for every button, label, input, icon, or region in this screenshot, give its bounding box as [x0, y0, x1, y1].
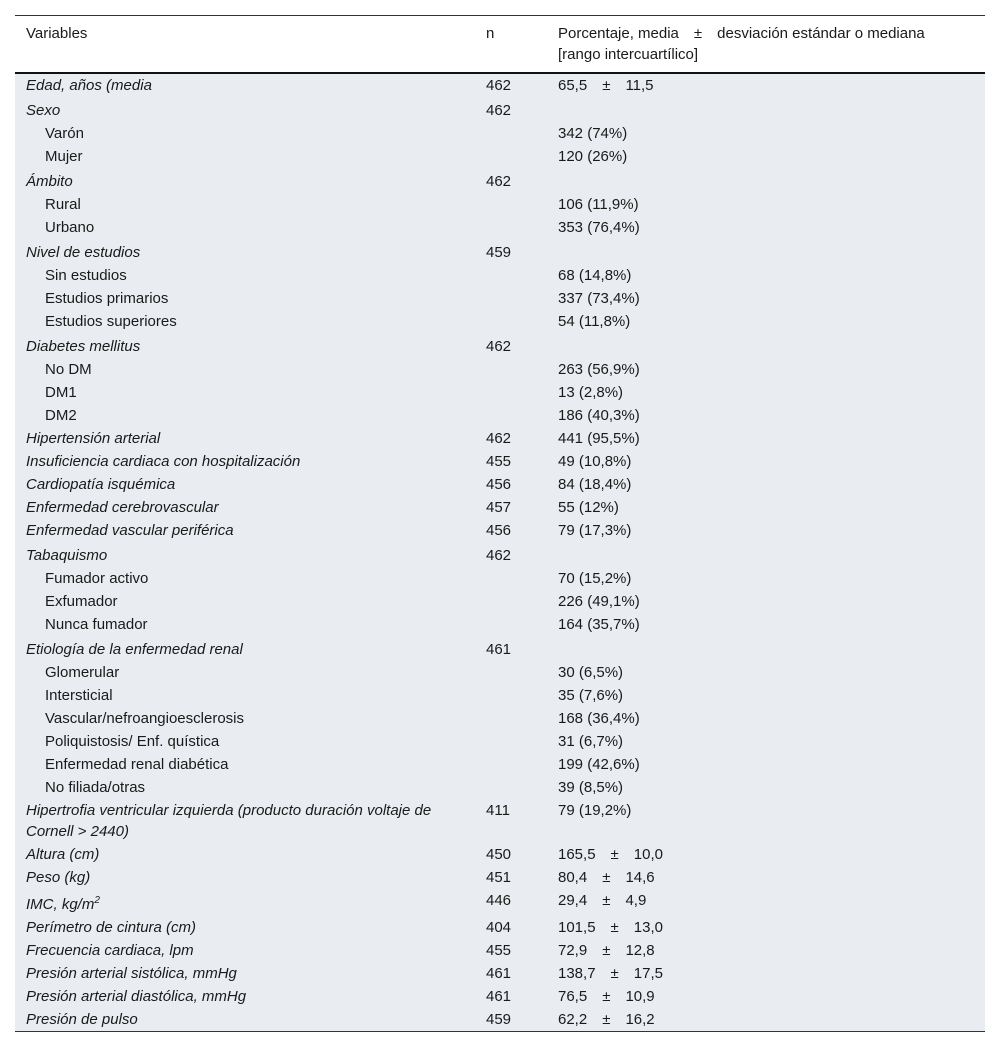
row-variable-label: Estudios primarios: [45, 290, 169, 307]
row-value-mean: 76,5: [558, 988, 588, 1005]
row-value: 353 (76,4%): [558, 219, 640, 236]
row-value: [547, 1008, 985, 1032]
table-row: [15, 473, 985, 496]
row-variable-label: Altura (cm): [26, 846, 100, 863]
row-variable-label: Fumador activo: [45, 570, 149, 587]
row-variable-label: Nivel de estudios: [26, 244, 141, 261]
row-n: 461: [486, 965, 512, 982]
row-variable-label: Presión de pulso: [26, 1011, 138, 1028]
row-variable: [15, 473, 475, 496]
row-variable-label: Sexo: [26, 102, 61, 119]
row-variable: [15, 287, 475, 310]
row-n: [475, 613, 547, 636]
row-n: [475, 145, 547, 168]
row-n: 455: [486, 453, 512, 470]
row-n: 455: [486, 942, 512, 959]
row-value-mean: 65,5: [558, 77, 588, 94]
row-value: 68 (14,8%): [558, 267, 632, 284]
row-variable: [15, 866, 475, 889]
table-row: [15, 168, 985, 193]
table-row: [15, 962, 985, 985]
row-value-sd: 12,8: [625, 942, 655, 959]
row-variable: [15, 358, 475, 381]
row-variable: [15, 542, 475, 567]
row-value: 30 (6,5%): [558, 664, 624, 681]
row-variable-label: Mujer: [45, 148, 83, 165]
row-variable: [15, 145, 475, 168]
row-variable-label: Frecuencia cardiaca, lpm: [26, 942, 194, 959]
table-row: [15, 427, 985, 450]
row-value: [547, 843, 985, 866]
table-row: [15, 707, 985, 730]
row-variable-label: Peso (kg): [26, 869, 91, 886]
row-variable: [15, 916, 475, 939]
row-variable-superscript: 2: [94, 895, 100, 906]
row-variable: [15, 889, 475, 916]
row-variable-label: Estudios superiores: [45, 313, 177, 330]
row-n: [475, 310, 547, 333]
table-row: [15, 193, 985, 216]
table-row: [15, 97, 985, 122]
row-variable: [15, 73, 475, 97]
row-value: 84 (18,4%): [558, 476, 632, 493]
table-row: [15, 753, 985, 776]
row-value-mean: 62,2: [558, 1011, 588, 1028]
row-variable: [15, 496, 475, 519]
row-value: 70 (15,2%): [558, 570, 632, 587]
row-variable: [15, 97, 475, 122]
row-variable-label: Diabetes mellitus: [26, 338, 141, 355]
row-value-sd: 14,6: [625, 869, 655, 886]
table-row: [15, 496, 985, 519]
row-n: 446: [486, 892, 512, 909]
row-value: 49 (10,8%): [558, 453, 632, 470]
row-value-sd: 16,2: [625, 1011, 655, 1028]
table-row: [15, 519, 985, 542]
row-variable: [15, 684, 475, 707]
row-value-mean: 72,9: [558, 942, 588, 959]
row-value: [547, 73, 985, 97]
row-n: [475, 264, 547, 287]
table-row: [15, 567, 985, 590]
row-variable: [15, 519, 475, 542]
row-value-mean: 80,4: [558, 869, 588, 886]
table-row: [15, 636, 985, 661]
table-row: [15, 450, 985, 473]
row-variable: [15, 661, 475, 684]
row-value-sd: 10,0: [633, 846, 663, 863]
row-value: 79 (19,2%): [558, 802, 632, 819]
row-variable: [15, 613, 475, 636]
row-value: [547, 962, 985, 985]
row-n: [475, 684, 547, 707]
header-value-part1: Porcentaje, media: [558, 25, 679, 42]
row-value-pm: ±: [602, 942, 611, 959]
row-variable-label: Tabaquismo: [26, 547, 108, 564]
table-row: [15, 684, 985, 707]
row-value: 342 (74%): [558, 125, 628, 142]
row-variable-label: Enfermedad renal diabética: [45, 756, 229, 773]
table-row: [15, 866, 985, 889]
row-value-pm: ±: [610, 846, 619, 863]
row-value: 106 (11,9%): [558, 196, 639, 213]
row-value-pm: ±: [602, 77, 611, 94]
row-variable-label: Insuficiencia cardiaca con hospitalización: [26, 453, 301, 470]
row-value: [547, 333, 985, 358]
row-value: [547, 168, 985, 193]
row-value-pm: ±: [602, 1011, 611, 1028]
row-n: [475, 661, 547, 684]
row-variable: [15, 381, 475, 404]
row-value: [547, 636, 985, 661]
row-variable: [15, 753, 475, 776]
row-n: [475, 381, 547, 404]
row-variable-label: Hipertensión arterial: [26, 430, 161, 447]
header-variables: Variables: [15, 16, 475, 74]
row-n: [475, 776, 547, 799]
table-row: [15, 613, 985, 636]
row-n: [475, 753, 547, 776]
row-value-pm: ±: [602, 892, 611, 909]
characteristics-table-container: [15, 15, 985, 1032]
row-variable: [15, 404, 475, 427]
row-value: [547, 239, 985, 264]
table-row: [15, 145, 985, 168]
header-value: [547, 16, 985, 74]
row-variable-label: IMC, kg/m: [26, 896, 95, 913]
row-n: [475, 730, 547, 753]
row-n: 450: [486, 846, 512, 863]
row-variable: [15, 168, 475, 193]
row-n: 462: [486, 430, 512, 447]
row-variable-label: Rural: [45, 196, 81, 213]
row-variable: [15, 310, 475, 333]
table-row: [15, 661, 985, 684]
row-variable: [15, 216, 475, 239]
header-value-part3: [rango intercuartílico]: [558, 46, 699, 63]
row-value: [547, 97, 985, 122]
row-variable: [15, 1008, 475, 1032]
row-variable: [15, 427, 475, 450]
table-row: [15, 799, 985, 843]
row-variable: [15, 985, 475, 1008]
row-value: [547, 866, 985, 889]
row-n: [475, 287, 547, 310]
row-value-sd: 4,9: [625, 892, 647, 909]
table-row: [15, 216, 985, 239]
row-value: 337 (73,4%): [558, 290, 640, 307]
table-row: [15, 843, 985, 866]
row-value-mean: 138,7: [558, 965, 596, 982]
row-n: 457: [486, 499, 512, 516]
row-n: [475, 567, 547, 590]
table-row: [15, 542, 985, 567]
row-n: 459: [475, 1008, 547, 1032]
row-variable-label: Perímetro de cintura (cm): [26, 919, 197, 936]
row-variable: [15, 193, 475, 216]
row-value: 186 (40,3%): [558, 407, 640, 424]
row-variable-label: Enfermedad cerebrovascular: [26, 499, 219, 516]
row-variable: [15, 567, 475, 590]
table-row: [15, 404, 985, 427]
row-value: [547, 985, 985, 1008]
row-value: [547, 542, 985, 567]
row-value-sd: 11,5: [625, 77, 654, 94]
row-variable-label: Exfumador: [45, 593, 118, 610]
row-n: 451: [486, 869, 512, 886]
row-n: 462: [486, 77, 512, 94]
row-value: 168 (36,4%): [558, 710, 640, 727]
row-variable: [15, 450, 475, 473]
row-value-sd: 13,0: [633, 919, 663, 936]
row-value: 55 (12%): [558, 499, 619, 516]
row-value-pm: ±: [610, 965, 619, 982]
row-variable: [15, 730, 475, 753]
row-value: 35 (7,6%): [558, 687, 624, 704]
row-value: [547, 916, 985, 939]
row-value: 13 (2,8%): [558, 384, 624, 401]
row-n: [475, 404, 547, 427]
row-value-sd: 10,9: [625, 988, 655, 1005]
row-n: [475, 707, 547, 730]
row-variable-label: Glomerular: [45, 664, 120, 681]
row-value: 39 (8,5%): [558, 779, 624, 796]
row-variable-label: Presión arterial diastólica, mmHg: [26, 988, 247, 1005]
row-value: 31 (6,7%): [558, 733, 624, 750]
table-row: [15, 333, 985, 358]
row-value: [547, 889, 985, 916]
row-variable: [15, 264, 475, 287]
row-value-pm: ±: [602, 869, 611, 886]
header-row: [15, 16, 985, 74]
row-variable: [15, 333, 475, 358]
row-value: 164 (35,7%): [558, 616, 640, 633]
row-variable: [15, 122, 475, 145]
characteristics-table: [15, 15, 985, 1032]
table-row: [15, 889, 985, 916]
row-variable-label: Ámbito: [26, 173, 73, 190]
row-variable-label: Etiología de la enfermedad renal: [26, 641, 243, 658]
row-variable: [15, 799, 475, 843]
row-value: 79 (17,3%): [558, 522, 632, 539]
row-n: 461: [486, 641, 512, 658]
row-variable: [15, 776, 475, 799]
table-row: [15, 939, 985, 962]
row-value: [547, 939, 985, 962]
table-row: [15, 916, 985, 939]
table-row: [15, 590, 985, 613]
row-n: 462: [486, 173, 512, 190]
row-variable-label: Hipertrofia ventricular izquierda (producto duración voltaje de Cornell > 2440): [26, 802, 432, 840]
row-value: 120 (26%): [558, 148, 628, 165]
row-variable-label: Sin estudios: [45, 267, 127, 284]
row-variable-label: Varón: [45, 125, 84, 142]
row-n: 411: [486, 802, 510, 819]
row-variable: [15, 590, 475, 613]
table-row: [15, 730, 985, 753]
row-value: 263 (56,9%): [558, 361, 640, 378]
row-value-sd: 17,5: [633, 965, 663, 982]
row-variable-label: No filiada/otras: [45, 779, 146, 796]
row-variable: [15, 239, 475, 264]
row-value-mean: 29,4: [558, 892, 588, 909]
row-variable-label: Nunca fumador: [45, 616, 148, 633]
row-n: 456: [486, 476, 512, 493]
row-variable-label: DM2: [45, 407, 77, 424]
row-value: 54 (11,8%): [558, 313, 631, 330]
row-n: [475, 590, 547, 613]
row-variable-label: Presión arterial sistólica, mmHg: [26, 965, 237, 982]
row-variable-label: Cardiopatía isquémica: [26, 476, 176, 493]
table-header: [15, 16, 985, 74]
row-value-mean: 165,5: [558, 846, 596, 863]
table-row: [15, 239, 985, 264]
header-n: n: [475, 16, 547, 74]
row-variable: [15, 843, 475, 866]
row-variable: [15, 939, 475, 962]
table-row: [15, 122, 985, 145]
table-row: [15, 1008, 985, 1032]
row-variable-label: Edad, años (media: [26, 77, 152, 94]
row-n: 459: [486, 244, 512, 261]
row-value-pm: ±: [602, 988, 611, 1005]
table-row: [15, 264, 985, 287]
row-variable-label: No DM: [45, 361, 92, 378]
row-n: 462: [486, 338, 512, 355]
row-variable-label: Urbano: [45, 219, 95, 236]
row-variable-label: Poliquistosis/ Enf. quística: [45, 733, 220, 750]
table-row: [15, 985, 985, 1008]
row-value: 199 (42,6%): [558, 756, 640, 773]
row-variable: [15, 962, 475, 985]
row-n: [475, 216, 547, 239]
row-variable: [15, 636, 475, 661]
table-row: [15, 287, 985, 310]
table-row: [15, 381, 985, 404]
row-n: [475, 193, 547, 216]
header-value-part2: desviación estándar o mediana: [717, 25, 925, 42]
row-n: 404: [486, 919, 512, 936]
row-value-pm: ±: [610, 919, 619, 936]
row-n: 461: [486, 988, 512, 1005]
row-value: 226 (49,1%): [558, 593, 640, 610]
row-n: [475, 358, 547, 381]
row-variable-label: Vascular/nefroangioesclerosis: [45, 710, 244, 727]
row-n: [475, 122, 547, 145]
row-variable: [15, 707, 475, 730]
table-row: [15, 73, 985, 97]
table-row: [15, 310, 985, 333]
header-value-pm: ±: [693, 25, 703, 42]
table-row: [15, 358, 985, 381]
row-variable-label: Intersticial: [45, 687, 113, 704]
row-n: 462: [486, 547, 512, 564]
row-variable-label: DM1: [45, 384, 77, 401]
table-row: [15, 776, 985, 799]
table-body: [15, 73, 985, 1032]
row-value-mean: 101,5: [558, 919, 596, 936]
row-n: 462: [486, 102, 512, 119]
row-value: 441 (95,5%): [558, 430, 640, 447]
row-variable-label: Enfermedad vascular periférica: [26, 522, 234, 539]
row-n: 456: [486, 522, 512, 539]
